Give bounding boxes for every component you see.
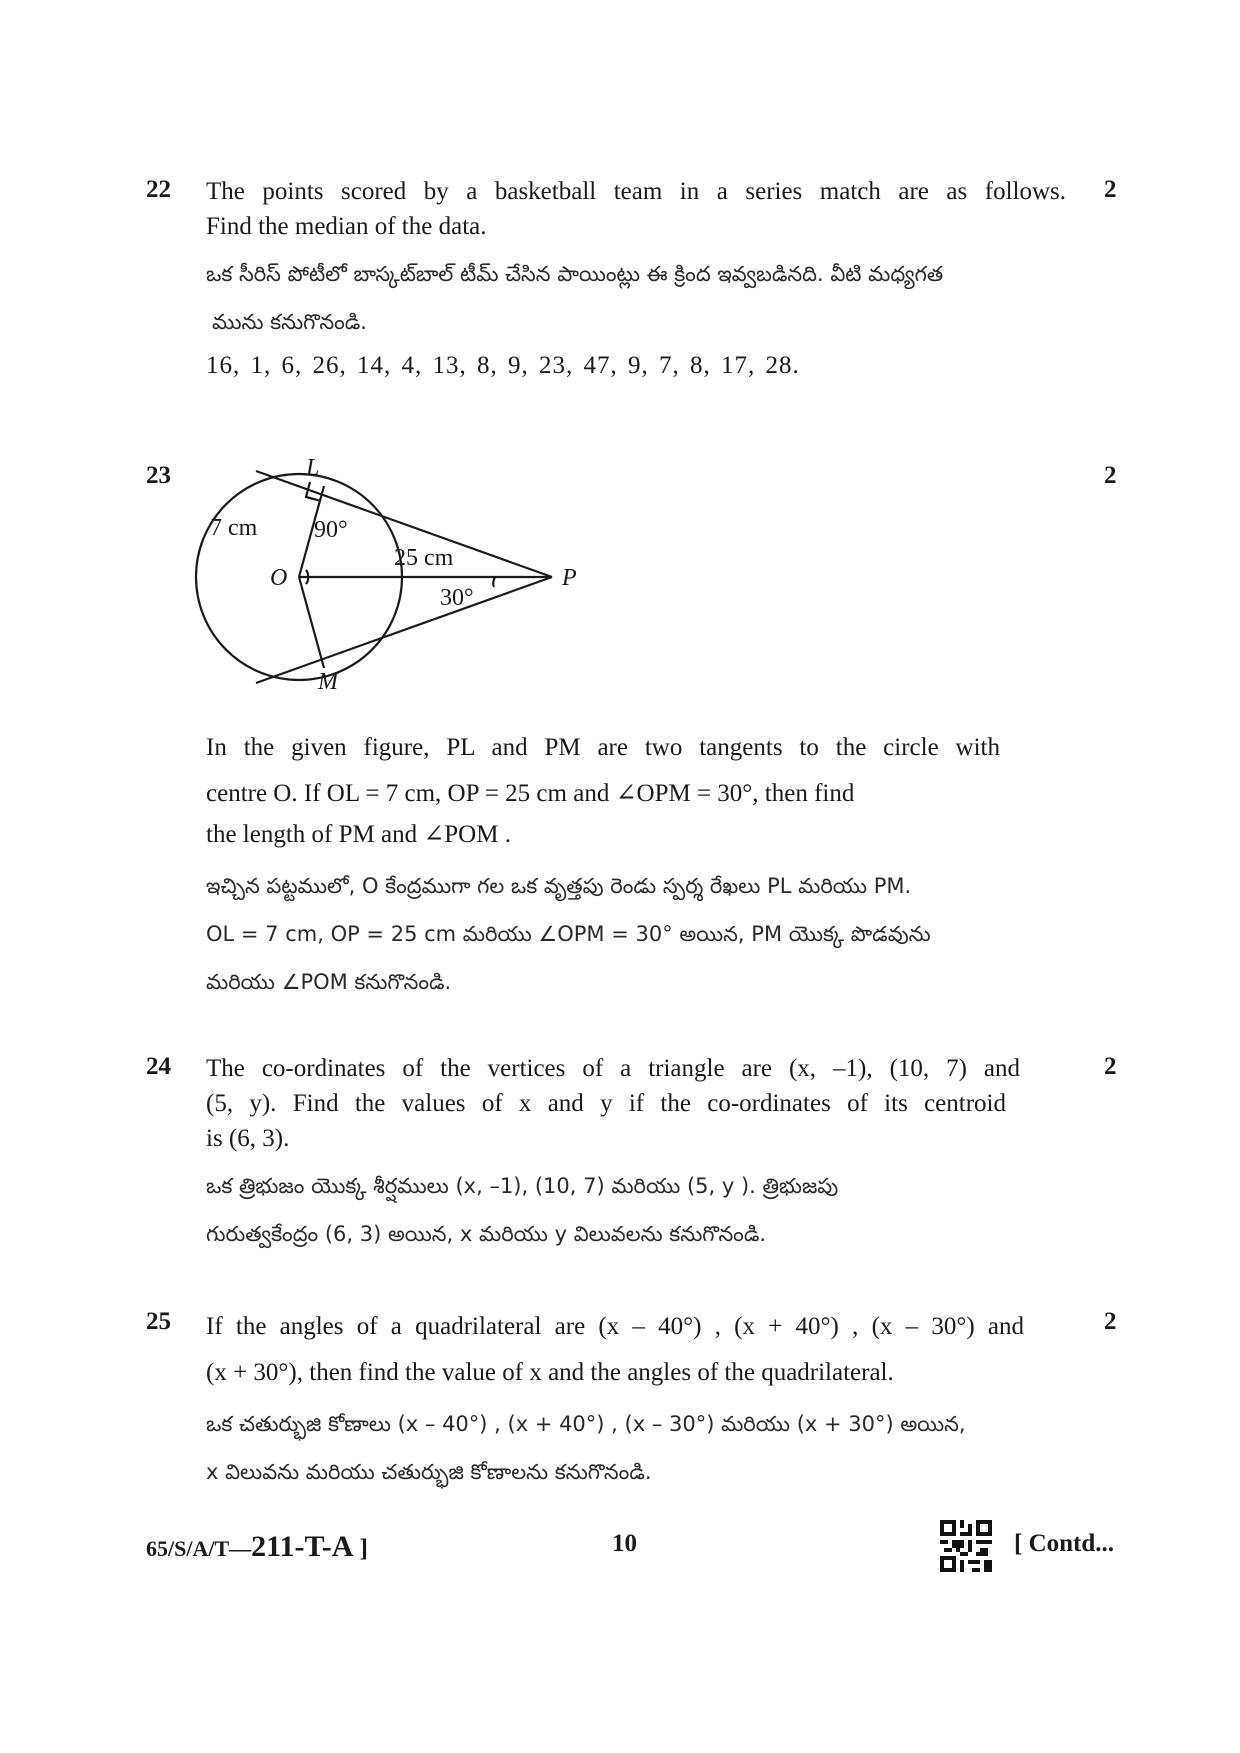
question-text-te [206, 1400, 1086, 1496]
data-values: 16, 1, 6, 26, 14, 4, 13, 8, 9, 23, 47, 9, 7, 8, 17, 28. [206, 352, 800, 379]
label-OP: 25 cm [394, 545, 454, 571]
text-line: మరియు ∠POM కనుగొనండి. [206, 970, 452, 994]
text-line: ఒక చతుర్భుజి కోణాలు (x – 40°) , (x + 40°) , (x – 30°) మరియు (x + 30°) అయిన, [206, 1412, 966, 1436]
label-radius: 7 cm [210, 515, 258, 541]
paper-code [146, 1530, 368, 1564]
tangent-PM [256, 577, 552, 683]
question-text-en [206, 1304, 1066, 1396]
question-number: 22 [146, 176, 171, 203]
continued-marker: [ Contd... [1014, 1530, 1115, 1557]
question-text-en [206, 174, 1066, 244]
question-marks: 2 [1104, 176, 1117, 203]
label-right-angle: 90° [314, 517, 348, 543]
tangent-circle-figure [190, 455, 610, 705]
text-line: Find the median of the data. [206, 213, 487, 240]
question-marks: 2 [1104, 1308, 1117, 1335]
question-text-te [206, 1162, 1086, 1258]
label-L: L [306, 455, 320, 481]
paper-code-prefix: 65/S/A/T— [146, 1536, 252, 1561]
question-text-te [206, 250, 1086, 346]
question-marks: 2 [1104, 462, 1117, 489]
text-line: ఇచ్చిన పట్టములో, O కేంద్రముగా గల ఒక వృత్తపు రెండు స్పర్శ రేఖలు PL మరియు PM. [206, 874, 912, 898]
question-number: 24 [146, 1053, 171, 1080]
text-line: is (6, 3). [206, 1125, 290, 1152]
page-number: 10 [612, 1530, 637, 1557]
question-number: 25 [146, 1308, 171, 1335]
question-marks: 2 [1104, 1053, 1117, 1080]
text-line: The points scored by a basketball team in a series match are as follows. [206, 178, 1066, 205]
text-line: ఒక సీరిస్ పోటీలో బాస్కట్‌బాల్ టీమ్ చేసిన పాయింట్లు ఈ క్రింద ఇవ్వబడినది. వీటి మధ్యగత [206, 262, 944, 286]
text-line: ఒక త్రిభుజం యొక్క శీర్షములు (x, –1), (10, 7) మరియు (5, y ). త్రిభుజపు [206, 1174, 839, 1198]
question-number: 23 [146, 462, 171, 489]
label-P: P [562, 565, 577, 591]
text-line: centre O. If OL = 7 cm, OP = 25 cm and ∠OPM = 30°, then find [206, 780, 855, 807]
paper-code-main: 211-T-A [251, 1530, 354, 1563]
text-line: (5, y). Find the values of x and y if the co-ordinates of its centroid [206, 1090, 1006, 1117]
text-line: గురుత్వకేంద్రం (6, 3) అయిన, x మరియు y విలువలను కనుగొనండి. [206, 1222, 767, 1246]
paper-code-suffix: ] [353, 1535, 368, 1562]
text-line: The co-ordinates of the vertices of a triangle are (x, –1), (10, 7) and [206, 1055, 1020, 1082]
text-line: the length of PM and ∠POM . [206, 821, 511, 848]
question-text-te [206, 862, 1086, 1006]
question-text-en [206, 725, 1066, 853]
label-angle: 30° [440, 585, 474, 611]
label-O: O [270, 565, 288, 591]
text-line: In the given figure, PL and PM are two tangents to the circle with [206, 734, 1000, 761]
text-line: x విలువను మరియు చతుర్భుజి కోణాలను కనుగొనండి. [206, 1460, 652, 1484]
radius-OM [299, 577, 324, 668]
question-text-en [206, 1051, 1066, 1156]
text-line: If the angles of a quadrilateral are (x – 40°) , (x + 40°) , (x – 30°) and [206, 1313, 1024, 1340]
text-line: మును కనుగొనండి. [212, 310, 367, 334]
text-line: (x + 30°), then find the value of x and the angles of the quadrilateral. [206, 1359, 894, 1386]
text-line: OL = 7 cm, OP = 25 cm మరియు ∠OPM = 30° అయిన, PM యొక్క పొడవును [206, 922, 931, 946]
label-M: M [318, 669, 338, 695]
angle-arc-P [493, 577, 495, 587]
qr-code-icon [940, 1520, 992, 1572]
